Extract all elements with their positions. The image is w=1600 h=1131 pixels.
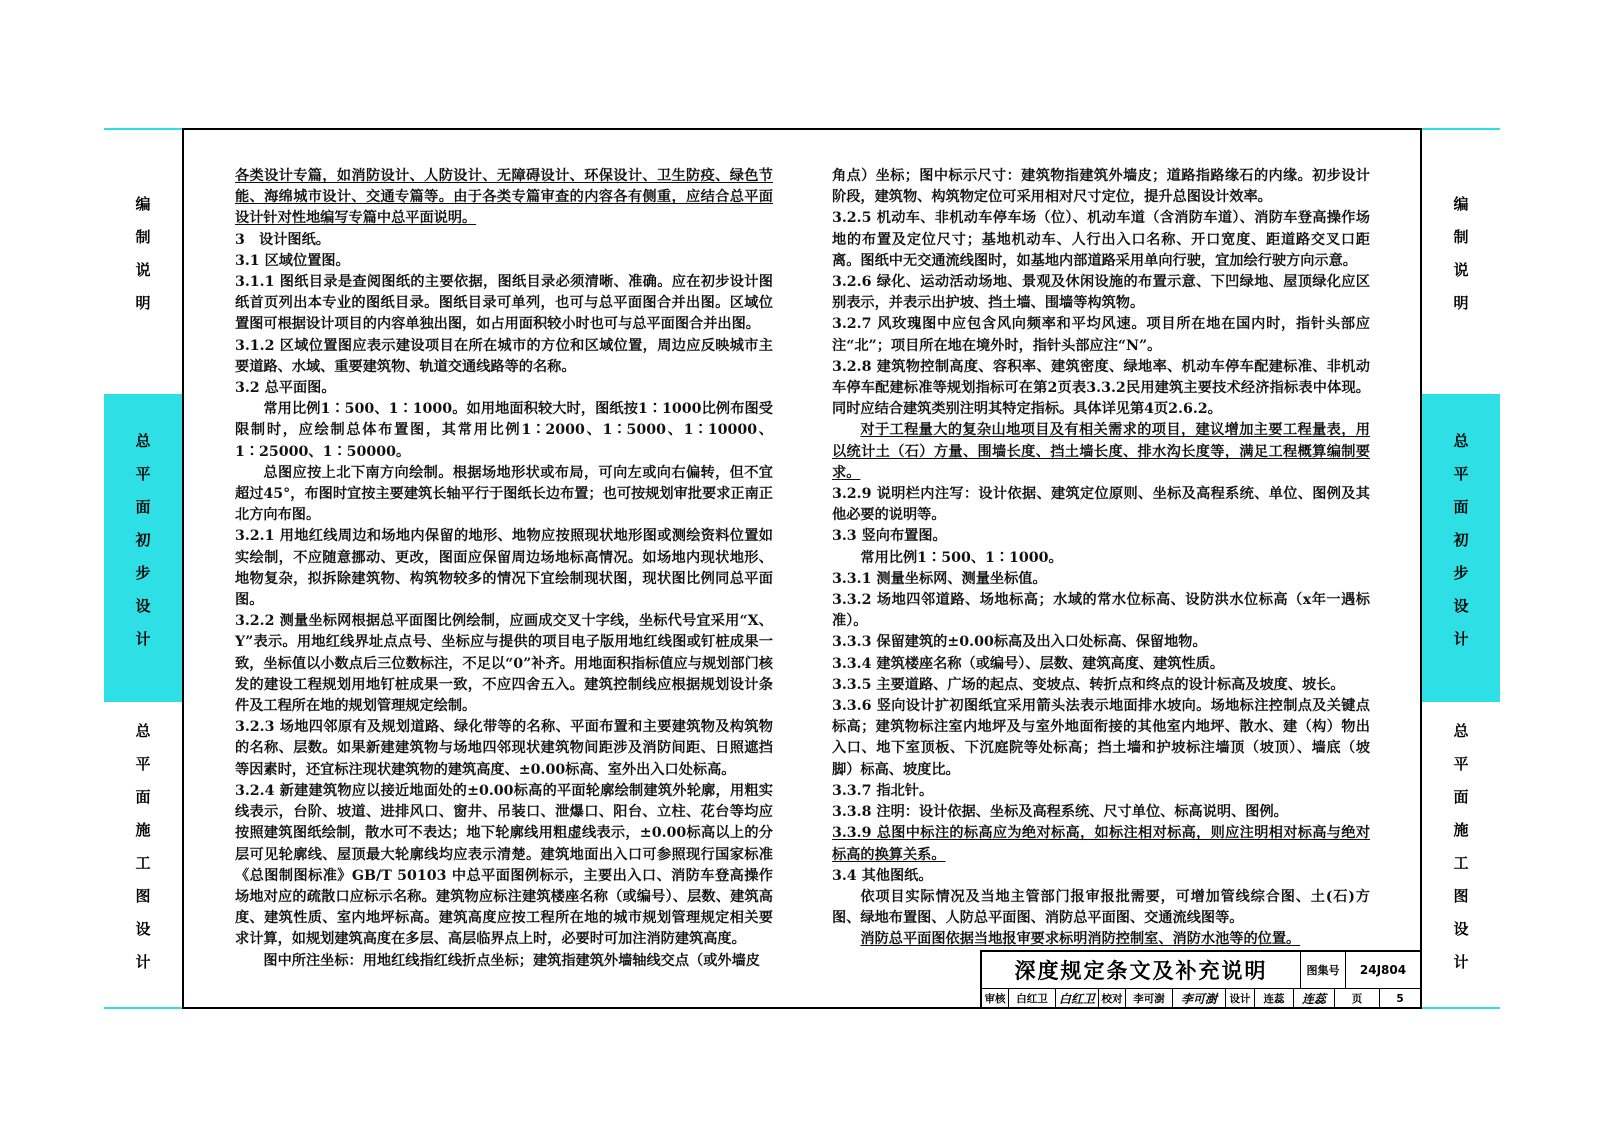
reviewer-signature: 白红卫 <box>1056 989 1099 1008</box>
paragraph: 3.3.4 建筑楼座名称（或编号）、层数、建筑高度、建筑性质。 <box>832 655 1225 672</box>
side-tab-construction-design <box>1422 702 1500 1007</box>
paragraph: 3.2 总平面图。 <box>235 380 336 397</box>
side-tab-label: 总平面初步设计 <box>1451 432 1470 664</box>
paragraph: 3.2.1 用地红线周边和场地内保留的地形、地物应按照现状地形图或测绘资料位置如实绘制，不应随意挪动、更改，图面应保留周边场地标高情况。如场地内现状地形、地物复杂，拟拆除建筑物、构筑物较多的情况下宜绘制现状图，现状图比例同总平面图。 <box>235 528 773 609</box>
left-side-tabs <box>104 130 182 1007</box>
design-label: 设计 <box>1226 989 1255 1008</box>
designer-signature: 连蕊 <box>1294 989 1335 1008</box>
paragraph: 3.2.8 建筑物控制高度、容积率、建筑密度、绿地率、机动车停车配建标准、非机动车停车配建标准等规划指标可在第2页表3.3.2民用建筑主要技术经济指标表中体现。同时应结合建筑类别注明其特定指标。具体详见第4页2.6.2。 <box>832 358 1370 418</box>
paragraph: 3.3.8 注明：设计依据、坐标及高程系统、尺寸单位、标高说明、图例。 <box>832 804 1288 821</box>
atlas-number: 24J804 <box>1359 963 1407 977</box>
side-tab-label: 编制说明 <box>133 196 152 328</box>
underlined-text: 3.3.9 总图中标注的标高应为绝对标高，如标注相对标高，则应注明相对标高与绝对标高的换算关系。 <box>832 825 1370 863</box>
underlined-text: 对于工程量大的复杂山地项目及有相关需求的项目，建议增加主要工程量表，用以统计土（石）方量、围墙长度、挡土墙长度、排水沟长度等，满足工程概算编制要求。 <box>832 422 1370 481</box>
paragraph: 3.1 区域位置图。 <box>235 252 350 269</box>
bottom-guide-line-right <box>1422 1007 1500 1009</box>
paragraph <box>235 166 773 230</box>
paragraph: 3 设计图纸。 <box>235 231 330 248</box>
paragraph: 图中所注坐标：用地红线指红线折点坐标；建筑指建筑外墙轴线交点（或外墙皮 <box>263 952 760 969</box>
side-tab-construction-design <box>104 702 182 1007</box>
sheet-title: 深度规定条文及补充说明 <box>982 952 1301 988</box>
paragraph: 3.3 竖向布置图。 <box>832 528 947 545</box>
paragraph: 3.2.5 机动车、非机动车停车场（位）、机动车道（含消防车道）、消防车登高操作场地的布置及定位尺寸；基地机动车、人行出入口名称、开口宽度、距道路交叉口距离。图纸中无交通流线图时，如基地内部道路采用单向行驶，宜加绘行驶方向示意。 <box>832 210 1370 269</box>
paragraph: 3.3.3 保留建筑的±0.00标高及出入口处标高、保留地物。 <box>832 634 1207 651</box>
paragraph: 3.2.4 新建建筑物应以接近地面处的±0.00标高的平面轮廓绘制建筑外轮廓，用粗实线表示，台阶、坡道、进排风口、窗井、吊装口、泄爆口、阳台、立柱、花台等均应按照建筑图纸绘制，散水可不表达；地下轮廓线用粗虚线表示，±0.00标高以上的分层可见轮廓线、屋顶最大轮廓线均应表示清楚。建筑地面出入口可参照现行国家标准《总图制图标准》GB/T 50103 中总平面图例标示，主要出入口、消防车登高操作场地对应的疏散口应标示名称。建筑物应标注建筑楼座名称（或编号）、层数、建筑高度、建筑性质、室内地坪标高。建筑高度应按工程所在地的城市规划管理规定相关要求计算，如规划建筑高度在多层、高层临界点上时，必要时可加注消防建筑高度。 <box>235 782 773 948</box>
paragraph: 3.4 其他图纸。 <box>832 867 933 884</box>
left-text-column <box>235 166 773 972</box>
paragraph: 3.3.6 竖向设计扩初图纸宜采用箭头法表示地面排水坡向。场地标注控制点及关键点标高；建筑物标注室内地坪及与室外地面衔接的其他室内地坪、散水、建（构）物出入口、地下室顶板、下沉庭院等处标高；挡土墙和护坡标注墙顶（坡顶）、墙底（坡脚）标高、坡度比。 <box>832 698 1370 778</box>
paragraph: 3.1.1 图纸目录是查阅图纸的主要依据，图纸目录必须清晰、准确。应在初步设计图纸首页列出本专业的图纸目录。图纸目录可单列，也可与总平面图合并出图。区域位置图可根据设计项目的内容单独出图，如占用面积较小时也可与总平面图合并出图。 <box>235 274 773 333</box>
review-label: 审核 <box>982 989 1009 1008</box>
right-side-tabs <box>1422 130 1500 1007</box>
side-tab-preliminary-design <box>1422 394 1500 702</box>
side-tab-label: 编制说明 <box>1451 196 1470 328</box>
paragraph: 3.2.7 风玫瑰图中应包含风向频率和平均风速。项目所在地在国内时，指针头部应注“北”；项目所在地在境外时，指针头部应注“N”。 <box>832 316 1370 354</box>
paragraph: 3.3.5 主要道路、广场的起点、变坡点、转折点和终点的设计标高及坡度、坡长。 <box>832 676 1345 693</box>
right-text-column <box>832 166 1370 951</box>
underlined-text: 消防总平面图依据当地报审要求标明消防控制室、消防水池等的位置。 <box>860 931 1301 948</box>
paragraph <box>832 420 1370 484</box>
paragraph: 3.3.2 场地四邻道路、场地标高；水域的常水位标高、设防洪水位标高（x年一遇标准）。 <box>832 592 1370 630</box>
paragraph: 3.1.2 区域位置图应表示建设项目在所在城市的方位和区域位置，周边应反映城市主要道路、水域、重要建筑物、轨道交通线路等的名称。 <box>235 337 773 375</box>
check-label: 校对 <box>1099 989 1126 1008</box>
paragraph: 角点）坐标；图中标示尺寸：建筑物指建筑外墙皮；道路指路缘石的内缘。初步设计阶段，建筑物、构筑物定位可采用相对尺寸定位，提升总图设计效率。 <box>832 168 1370 206</box>
paragraph: 常用比例1∶500、1∶1000。 <box>860 549 1063 566</box>
title-block <box>980 950 1420 1007</box>
designer-name: 连蕊 <box>1255 989 1294 1008</box>
side-tab-preliminary-design <box>104 394 182 702</box>
paragraph: 3.3.1 测量坐标网、测量坐标值。 <box>832 570 1047 587</box>
paragraph: 3.3.7 指北针。 <box>832 782 934 799</box>
atlas-number-label: 图集号 <box>1301 952 1346 988</box>
side-tab-label: 总平面初步设计 <box>133 432 152 664</box>
page-number: 5 <box>1396 992 1404 1005</box>
side-tab-label: 总平面施工图设计 <box>133 722 152 987</box>
side-tab-compile-notes <box>104 130 182 394</box>
page-label: 页 <box>1335 989 1380 1008</box>
paragraph: 总图应按上北下南方向绘制。根据场地形状或布局，可向左或向右偏转，但不宜超过45°，布图时宜按主要建筑长轴平行于图纸长边布置；也可按规划审批要求正南正北方向布图。 <box>235 464 773 524</box>
side-tab-compile-notes <box>1422 130 1500 394</box>
paragraph <box>832 823 1370 865</box>
paragraph: 依项目实际情况及当地主管部门报审报批需要，可增加管线综合图、土(石)方图、绿地布置图、人防总平面图、消防总平面图、交通流线图等。 <box>832 888 1370 927</box>
paragraph: 3.2.3 场地四邻原有及规划道路、绿化带等的名称、平面布置和主要建筑物及构筑物的名称、层数。如果新建建筑物与场地四邻现状建筑物间距涉及消防间距、日照遮挡等因素时，还宜标注现状建筑物的建筑高度、±0.00标高、室外出入口处标高。 <box>235 719 773 778</box>
checker-name: 李可澍 <box>1126 989 1173 1008</box>
paragraph: 3.2.9 说明栏内注写：设计依据、建筑定位原则、坐标及高程系统、单位、图例及其他必要的说明等。 <box>832 486 1370 524</box>
paragraph: 3.2.2 测量坐标网根据总平面图比例绘制，应画成交叉十字线，坐标代号宜采用“X、Y”表示。用地红线界址点点号、坐标应与提供的项目电子版用地红线图或钉桩成果一致，坐标值以小数点后三位数标注，不足以“0”补齐。用地面积指标值应与规划部门核发的建设工程规划用地钉桩成果一致，不应四舍五入。建筑控制线应根据规划设计条件及工程所在地的规划管理规定绘制。 <box>235 613 773 715</box>
bottom-guide-line-left <box>104 1007 182 1009</box>
paragraph: 3.2.6 绿化、运动活动场地、景观及休闲设施的布置示意、下凹绿地、屋顶绿化应区别表示，并表示出护坡、挡土墙、围墙等构筑物。 <box>832 274 1370 312</box>
paragraph: 常用比例1∶500、1∶1000。如用地面积较大时，图纸按1∶1000比例布图受限制时，应绘制总体布置图，其常用比例1∶2000、1∶5000、1∶10000、1∶25000、1∶50000。 <box>235 401 773 460</box>
underlined-text: 各类设计专篇，如消防设计、人防设计、无障碍设计、环保设计、卫生防疫、绿色节能、海绵城市设计、交通专篇等。由于各类专篇审查的内容各有侧重，应结合总平面设计针对性地编写专篇中总平面说明。 <box>235 168 773 227</box>
reviewer-name: 白红卫 <box>1009 989 1056 1008</box>
paragraph <box>832 929 1370 950</box>
side-tab-label: 总平面施工图设计 <box>1451 722 1470 987</box>
checker-signature: 李可澍 <box>1173 989 1226 1008</box>
